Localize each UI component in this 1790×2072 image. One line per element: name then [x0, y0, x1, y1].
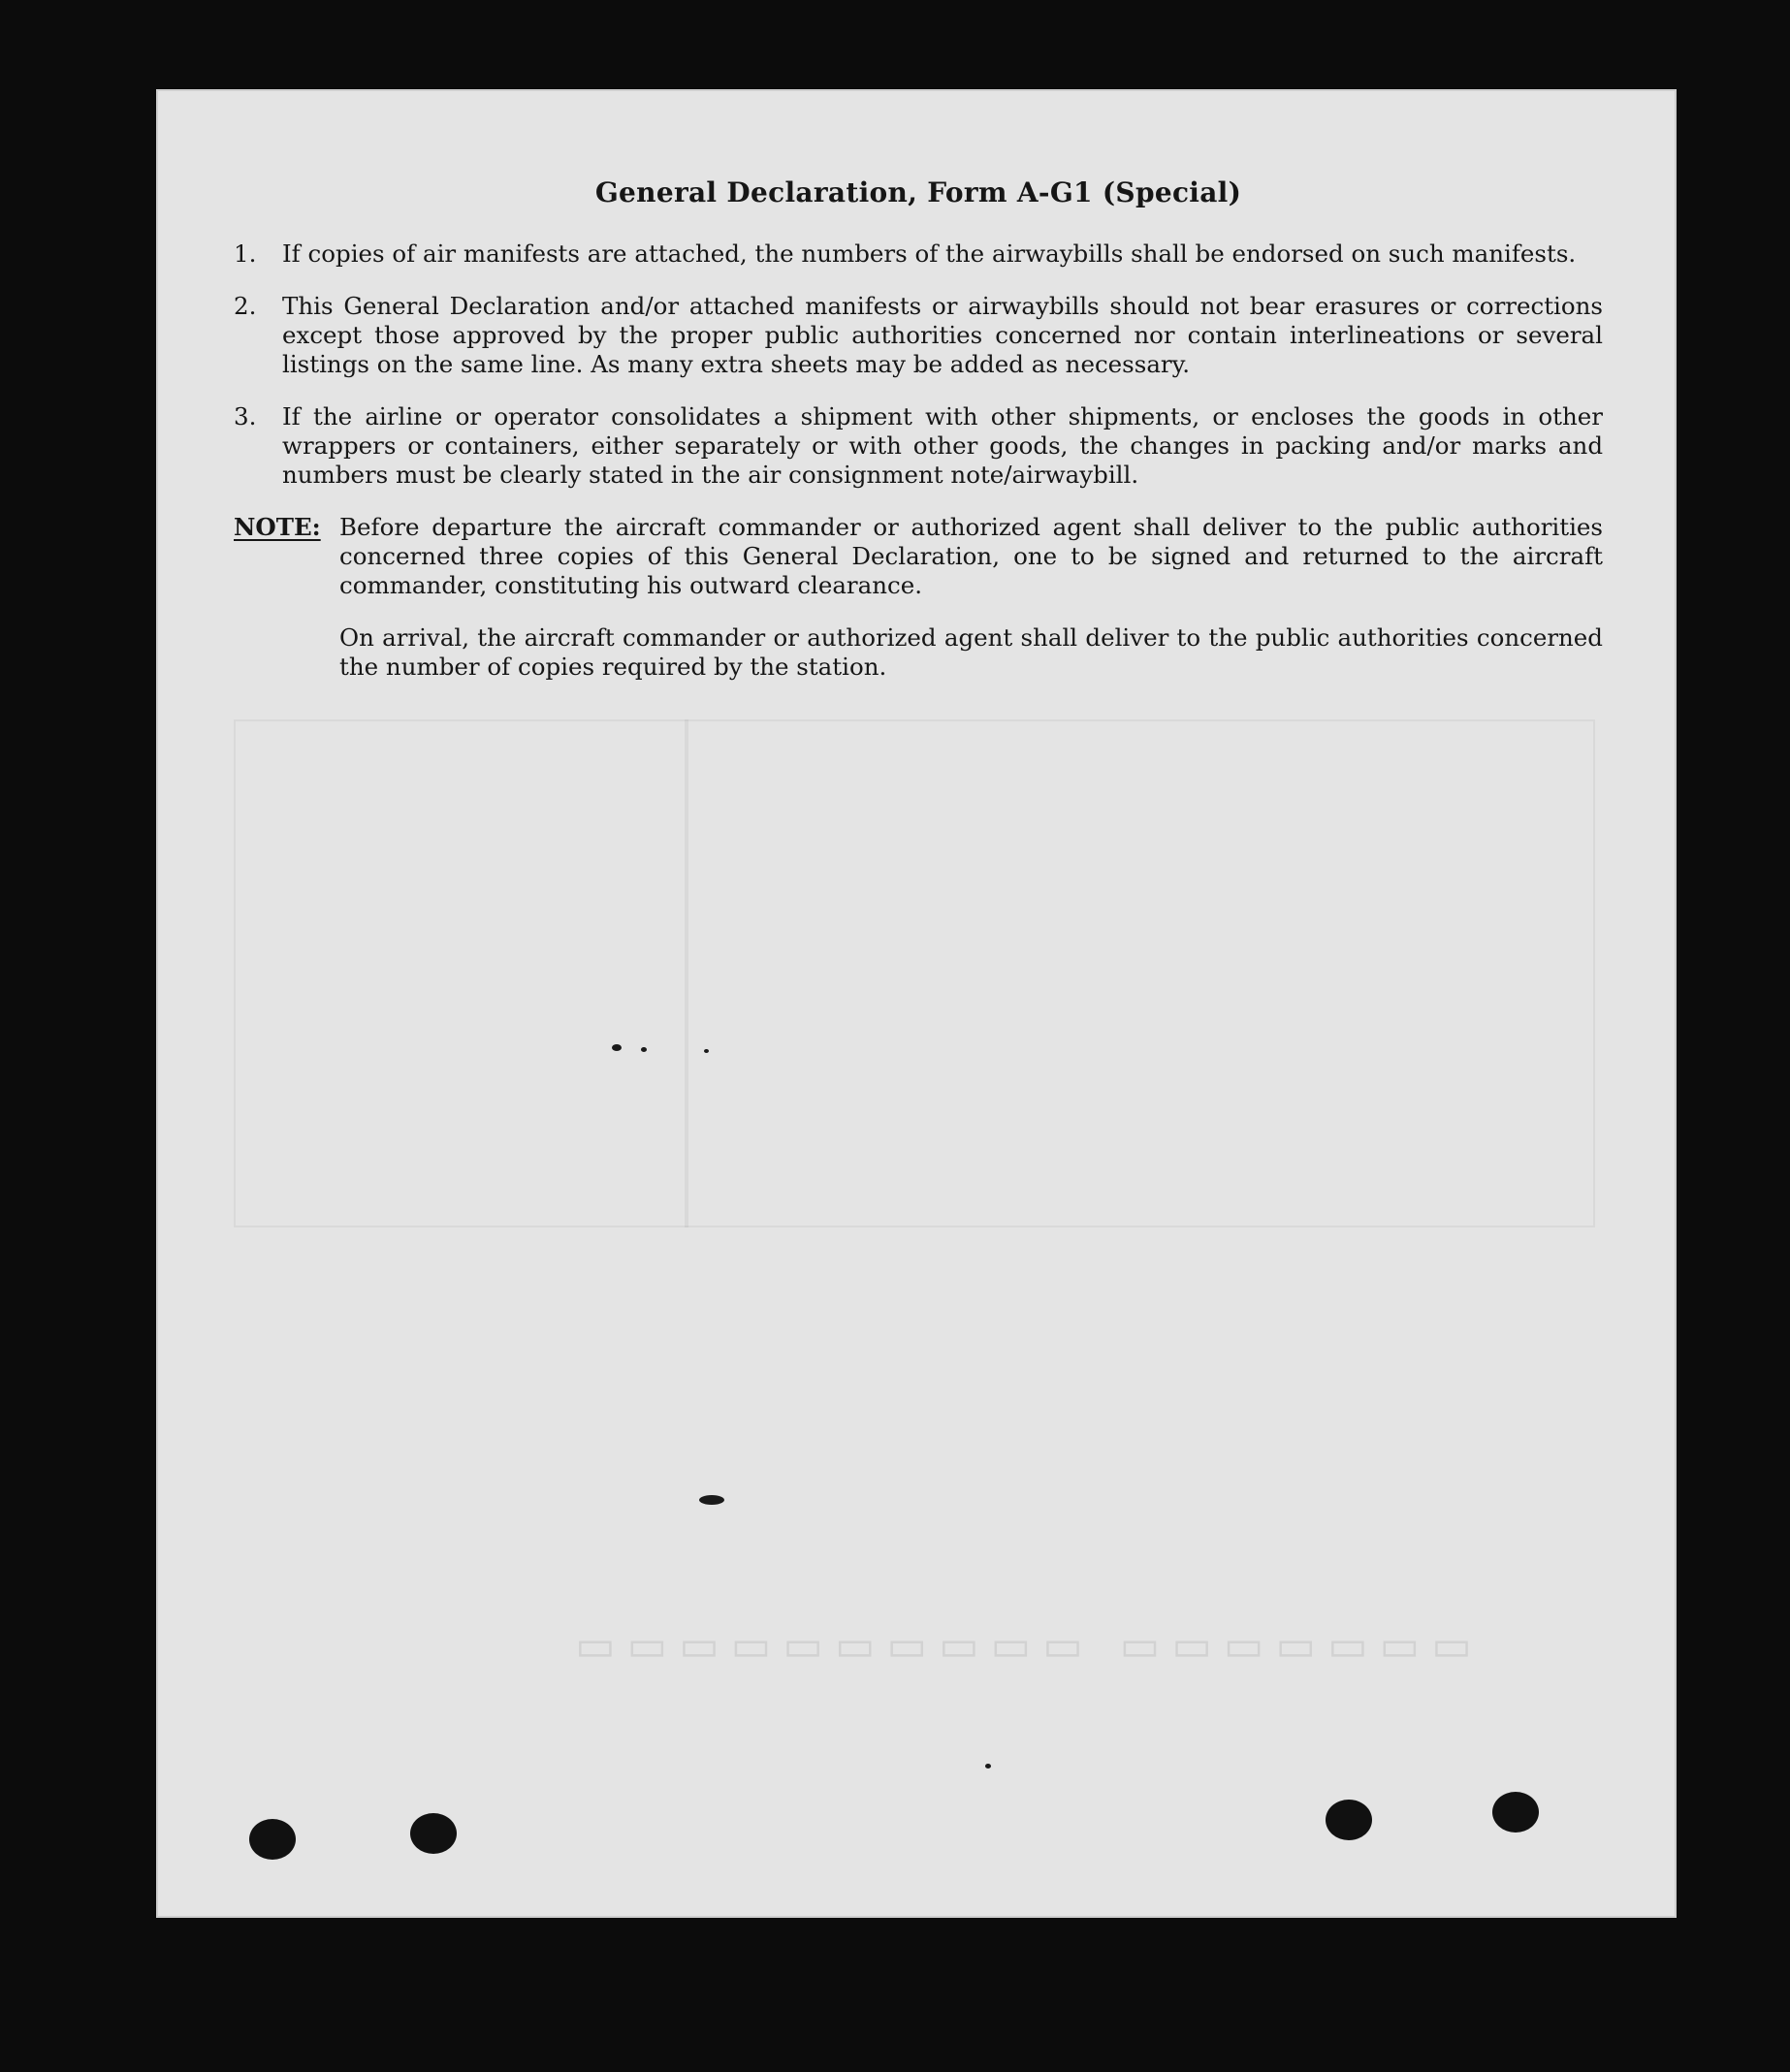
- note-body: [339, 513, 1603, 705]
- scan-speck: [612, 1044, 622, 1051]
- declaration-instructions: [234, 176, 1603, 705]
- bleed-through-table: [234, 719, 1595, 1227]
- note-section: [234, 513, 1603, 705]
- instruction-item: [234, 402, 1603, 490]
- item-text: If the airline or operator consolidates a shipment with other shipments, or encloses the goods in other wrappers or containers, either separately or with other goods, the changes in packing and/or marks and numbers must be clearly stated in the air consignment note/airwaybill.: [282, 402, 1603, 489]
- scan-speck: [641, 1047, 647, 1052]
- punch-hole: [410, 1813, 457, 1854]
- punch-hole: [1492, 1792, 1539, 1833]
- scan-speck: [985, 1764, 991, 1769]
- scan-speck: [699, 1495, 724, 1505]
- instruction-item: [234, 239, 1603, 269]
- punch-hole: [249, 1819, 296, 1860]
- instruction-item: [234, 292, 1603, 379]
- note-paragraph: Before departure the aircraft commander or authorized agent shall deliver to the public authorities concerned three copies of this General Declaration, one to be signed and returned to the aircraft commander, constituting his outward clearance.: [339, 513, 1603, 599]
- bleed-through-heading: ▭▭▭▭▭▭▭ ▭▭▭▭▭▭▭▭▭▭: [563, 1621, 1472, 1671]
- item-number: 2.: [234, 292, 257, 320]
- item-text: If copies of air manifests are attached, the numbers of the airwaybills shall be endorsed on such manifests.: [282, 239, 1577, 268]
- document-title: General Declaration, Form A-G1 (Special): [594, 176, 1242, 208]
- note-paragraph: On arrival, the aircraft commander or authorized agent shall deliver to the public authorities concerned the number of copies required by the station.: [339, 623, 1603, 681]
- item-number: 3.: [234, 402, 257, 430]
- scan-speck: [704, 1049, 709, 1053]
- punch-hole: [1326, 1800, 1372, 1840]
- note-label: NOTE:: [234, 513, 321, 541]
- bleed-through-column: [685, 719, 688, 1227]
- document-page: [156, 89, 1677, 1918]
- item-text: This General Declaration and/or attached manifests or airwaybills should not bear erasures or corrections except those approved by the proper public authorities concerned nor contain interlineations or several listings on the same line. As many extra sheets may be added as necessary.: [282, 292, 1603, 378]
- item-number: 1.: [234, 239, 257, 268]
